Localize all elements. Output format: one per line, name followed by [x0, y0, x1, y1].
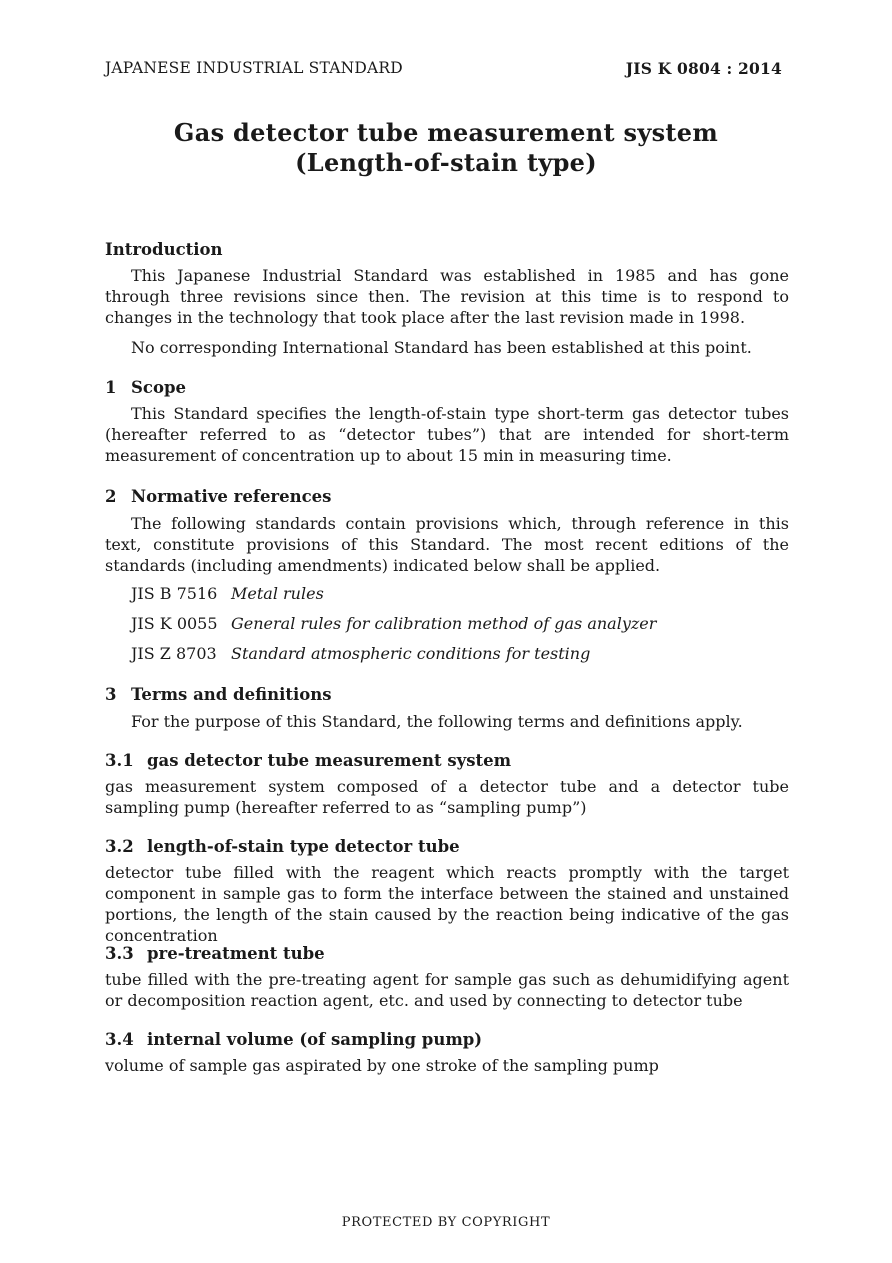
copyright-footer: PROTECTED BY COPYRIGHT: [341, 1215, 551, 1230]
term-number: 3.3: [105, 944, 134, 963]
section-1-title: Scope: [131, 378, 187, 397]
reference-item: [131, 614, 656, 633]
term-3-4-heading: [105, 1030, 482, 1049]
section-1-number: 1: [105, 378, 117, 397]
scope-paragraph: This Standard specifies the length-of-stain type short-term gas detector tubes (hereafter referred to as “detector tubes”) that are intended for short-term measurement of concentration up to about 15 min in measuring time.: [105, 404, 789, 465]
reference-item: [131, 584, 324, 603]
term-number: 3.4: [105, 1030, 134, 1049]
term-title: gas detector tube measurement system: [147, 751, 512, 770]
term-definition: tube filled with the pre-treating agent for sample gas such as dehumidifying agent or decomposition reaction agent, etc. and used by connecting to detector tube: [105, 970, 789, 1010]
document-title-line1: Gas detector tube measurement system: [173, 118, 719, 147]
introduction-heading: Introduction: [105, 240, 223, 259]
section-3-title: Terms and definitions: [131, 685, 332, 704]
normative-paragraph: The following standards contain provisions which, through reference in this text, constitute provisions of this Standard. The most recent editions of the standards (including amendments) indicated below shall be applied.: [105, 514, 789, 575]
term-definition: detector tube filled with the reagent which reacts promptly with the target component in sample gas to form the interface between the stained and unstained portions, the length of the stain caused by the reaction being indicative of the gas concentration: [105, 863, 789, 945]
section-2-title: Normative references: [131, 487, 332, 506]
section-2-heading: [105, 487, 331, 506]
section-2-number: 2: [105, 487, 117, 506]
header-standard-name: JAPANESE INDUSTRIAL STANDARD: [105, 59, 403, 77]
term-definition: gas measurement system composed of a detector tube and a detector tube sampling pump (hereafter referred to as “sampling pump”): [105, 777, 789, 817]
reference-title: General rules for calibration method of gas analyzer: [231, 614, 657, 633]
reference-item: [131, 644, 590, 663]
term-3-1-heading: [105, 751, 511, 770]
section-3-number: 3: [105, 685, 117, 704]
term-number: 3.2: [105, 837, 134, 856]
reference-code: JIS Z 8703: [131, 644, 217, 663]
terms-paragraph: For the purpose of this Standard, the following terms and definitions apply.: [131, 712, 743, 731]
term-title: pre-treatment tube: [147, 944, 325, 963]
section-3-heading: [105, 685, 332, 704]
term-3-2-heading: [105, 837, 460, 856]
term-title: length-of-stain type detector tube: [147, 837, 460, 856]
term-title: internal volume (of sampling pump): [147, 1030, 483, 1049]
reference-code: JIS B 7516: [131, 584, 218, 603]
section-1-heading: [105, 378, 186, 397]
term-3-3-heading: [105, 944, 325, 963]
term-definition: volume of sample gas aspirated by one stroke of the sampling pump: [105, 1056, 659, 1075]
introduction-paragraph-1: This Japanese Industrial Standard was established in 1985 and has gone through three revisions since then. The revision at this time is to respond to changes in the technology that took place after the last revision made in 1998.: [105, 266, 789, 327]
header-standard-number: JIS K 0804 : 2014: [625, 59, 782, 78]
introduction-paragraph-2: No corresponding International Standard has been established at this point.: [131, 338, 752, 357]
document-title-line2: (Length-of-stain type): [295, 148, 597, 177]
reference-code: JIS K 0055: [131, 614, 218, 633]
term-number: 3.1: [105, 751, 134, 770]
reference-title: Standard atmospheric conditions for testing: [231, 644, 591, 663]
reference-title: Metal rules: [231, 584, 324, 603]
